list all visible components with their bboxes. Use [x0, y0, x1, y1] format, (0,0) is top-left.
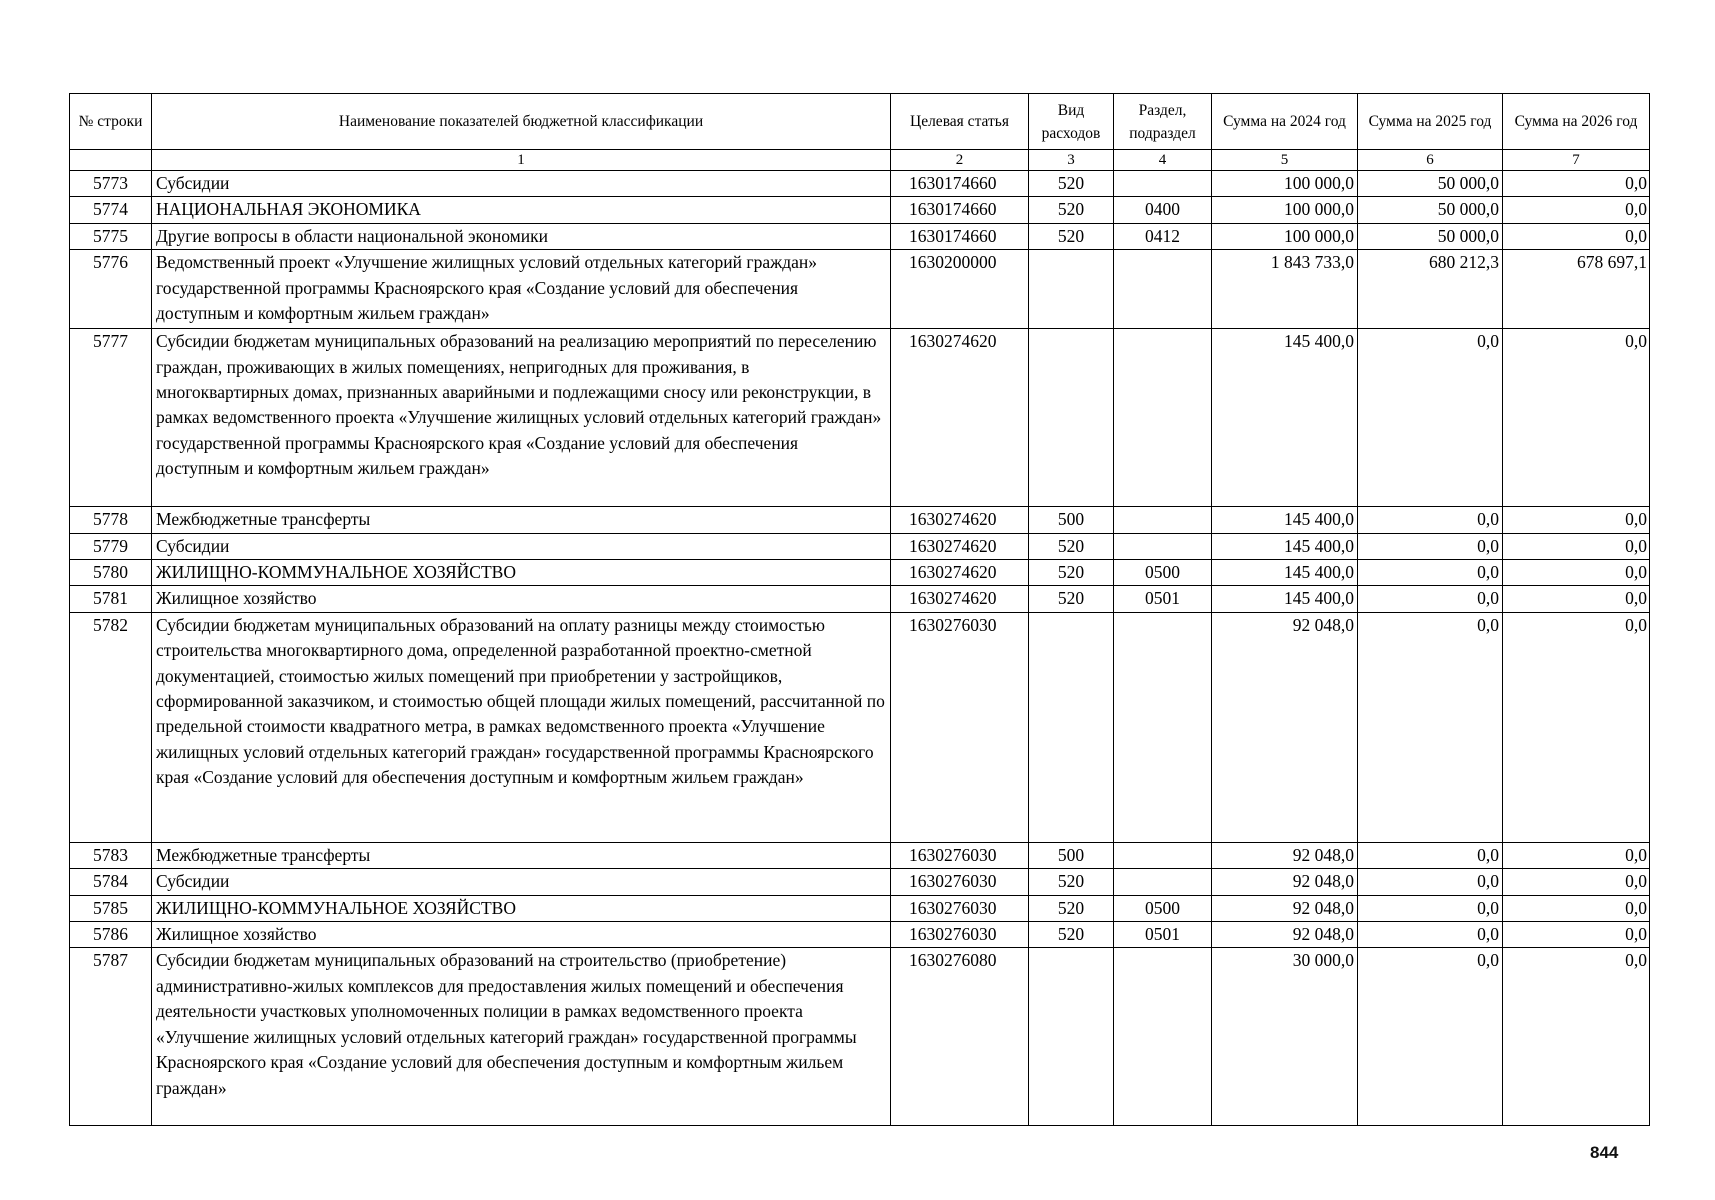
column-number-row [70, 150, 1650, 171]
row-sum-2024: 145 400,0 [1212, 560, 1358, 586]
row-expense-type [1029, 612, 1114, 842]
row-number: 5786 [70, 922, 152, 948]
row-section: 0500 [1114, 895, 1212, 921]
row-target-code: 1630276030 [891, 895, 1029, 921]
row-sum-2026: 0,0 [1503, 586, 1650, 612]
row-expense-type [1029, 329, 1114, 507]
row-expense-type: 500 [1029, 507, 1114, 533]
row-target-code: 1630174660 [891, 197, 1029, 223]
row-name: ЖИЛИЩНО-КОММУНАЛЬНОЕ ХОЗЯЙСТВО [152, 895, 891, 921]
row-sum-2025: 0,0 [1358, 895, 1503, 921]
row-section [1114, 842, 1212, 868]
table-row [70, 329, 1650, 507]
row-sum-2026: 0,0 [1503, 948, 1650, 1126]
row-sum-2026: 0,0 [1503, 171, 1650, 197]
table-row [70, 250, 1650, 329]
row-number: 5787 [70, 948, 152, 1126]
column-number: 2 [891, 150, 1029, 171]
row-number: 5776 [70, 250, 152, 329]
row-sum-2026: 0,0 [1503, 895, 1650, 921]
row-target-code: 1630200000 [891, 250, 1029, 329]
row-name: Субсидии бюджетам муниципальных образований на строительство (приобретение) административно-жилых комплексов для предоставления жилых помещений и обеспечения деятельности участковых уполномоченных полиции в рамках ведомственного проекта «Улучшение жилищных условий отдельных категорий граждан» государственной программы Красноярского края «Создание условий для обеспечения доступным и комфортным жильем граждан» [152, 948, 891, 1126]
row-sum-2024: 145 400,0 [1212, 329, 1358, 507]
table-row [70, 197, 1650, 223]
row-number: 5781 [70, 586, 152, 612]
row-target-code: 1630274620 [891, 586, 1029, 612]
table-row [70, 223, 1650, 249]
row-sum-2024: 145 400,0 [1212, 507, 1358, 533]
row-section [1114, 612, 1212, 842]
row-target-code: 1630174660 [891, 171, 1029, 197]
row-section: 0501 [1114, 586, 1212, 612]
row-section [1114, 948, 1212, 1126]
row-expense-type: 520 [1029, 869, 1114, 895]
row-section [1114, 507, 1212, 533]
row-sum-2024: 30 000,0 [1212, 948, 1358, 1126]
row-sum-2024: 92 048,0 [1212, 869, 1358, 895]
row-expense-type: 520 [1029, 922, 1114, 948]
row-section [1114, 250, 1212, 329]
row-expense-type: 520 [1029, 586, 1114, 612]
row-sum-2025: 0,0 [1358, 329, 1503, 507]
row-expense-type [1029, 250, 1114, 329]
row-sum-2026: 0,0 [1503, 329, 1650, 507]
header-target: Целевая статья [891, 94, 1029, 150]
row-target-code: 1630274620 [891, 560, 1029, 586]
row-target-code: 1630276080 [891, 948, 1029, 1126]
row-number: 5784 [70, 869, 152, 895]
column-number: 6 [1358, 150, 1503, 171]
row-target-code: 1630276030 [891, 869, 1029, 895]
column-number: 5 [1212, 150, 1358, 171]
row-sum-2026: 0,0 [1503, 922, 1650, 948]
row-number: 5777 [70, 329, 152, 507]
row-target-code: 1630274620 [891, 507, 1029, 533]
table-row [70, 869, 1650, 895]
table-row [70, 948, 1650, 1126]
row-sum-2025: 50 000,0 [1358, 223, 1503, 249]
row-sum-2024: 92 048,0 [1212, 922, 1358, 948]
row-sum-2026: 0,0 [1503, 560, 1650, 586]
row-number: 5785 [70, 895, 152, 921]
row-expense-type: 520 [1029, 560, 1114, 586]
row-name: Жилищное хозяйство [152, 922, 891, 948]
row-sum-2024: 1 843 733,0 [1212, 250, 1358, 329]
row-name: Жилищное хозяйство [152, 586, 891, 612]
table-row [70, 171, 1650, 197]
row-sum-2026: 0,0 [1503, 507, 1650, 533]
row-section: 0501 [1114, 922, 1212, 948]
row-sum-2024: 92 048,0 [1212, 612, 1358, 842]
row-expense-type: 520 [1029, 197, 1114, 223]
row-expense-type: 520 [1029, 223, 1114, 249]
header-sum-2025: Сумма на 2025 год [1358, 94, 1503, 150]
row-target-code: 1630276030 [891, 612, 1029, 842]
row-number: 5779 [70, 533, 152, 559]
header-name: Наименование показателей бюджетной классификации [152, 94, 891, 150]
row-number: 5778 [70, 507, 152, 533]
header-row-no: № строки [70, 94, 152, 150]
row-expense-type [1029, 948, 1114, 1126]
row-number: 5773 [70, 171, 152, 197]
row-number: 5783 [70, 842, 152, 868]
row-section [1114, 533, 1212, 559]
row-sum-2024: 92 048,0 [1212, 895, 1358, 921]
row-name: ЖИЛИЩНО-КОММУНАЛЬНОЕ ХОЗЯЙСТВО [152, 560, 891, 586]
table-row [70, 612, 1650, 842]
row-name: Ведомственный проект «Улучшение жилищных условий отдельных категорий граждан» государственной программы Красноярского края «Создание условий для обеспечения доступным и комфортным жильем граждан» [152, 250, 891, 329]
header-razdel: Раздел, подраздел [1114, 94, 1212, 150]
row-sum-2025: 0,0 [1358, 560, 1503, 586]
row-target-code: 1630274620 [891, 533, 1029, 559]
row-sum-2026: 678 697,1 [1503, 250, 1650, 329]
row-section: 0500 [1114, 560, 1212, 586]
row-section: 0400 [1114, 197, 1212, 223]
row-sum-2026: 0,0 [1503, 869, 1650, 895]
row-name: Субсидии [152, 171, 891, 197]
row-sum-2025: 0,0 [1358, 586, 1503, 612]
row-sum-2026: 0,0 [1503, 842, 1650, 868]
header-sum-2026: Сумма на 2026 год [1503, 94, 1650, 150]
table-row [70, 533, 1650, 559]
header-row [70, 94, 1650, 150]
row-sum-2026: 0,0 [1503, 223, 1650, 249]
table-row [70, 922, 1650, 948]
column-number: 3 [1029, 150, 1114, 171]
row-sum-2024: 145 400,0 [1212, 586, 1358, 612]
row-name: Межбюджетные трансферты [152, 507, 891, 533]
row-sum-2024: 100 000,0 [1212, 197, 1358, 223]
table-row [70, 842, 1650, 868]
table-row [70, 560, 1650, 586]
row-section [1114, 329, 1212, 507]
row-sum-2025: 50 000,0 [1358, 171, 1503, 197]
row-number: 5782 [70, 612, 152, 842]
header-vid: Вид расходов [1029, 94, 1114, 150]
row-number: 5780 [70, 560, 152, 586]
header-sum-2024: Сумма на 2024 год [1212, 94, 1358, 150]
column-number-blank [70, 150, 152, 171]
row-number: 5775 [70, 223, 152, 249]
row-expense-type: 520 [1029, 171, 1114, 197]
row-sum-2026: 0,0 [1503, 612, 1650, 842]
row-sum-2025: 50 000,0 [1358, 197, 1503, 223]
row-name: Межбюджетные трансферты [152, 842, 891, 868]
row-name: Другие вопросы в области национальной экономики [152, 223, 891, 249]
row-name: Субсидии бюджетам муниципальных образований на реализацию мероприятий по переселению граждан, проживающих в жилых помещениях, непригодных для проживания, в многоквартирных домах, признанных аварийными и подлежащими сносу или реконструкции, в рамках ведомственного проекта «Улучшение жилищных условий отдельных категорий граждан» государственной программы Красноярского края «Создание условий для обеспечения доступным и комфортным жильем граждан» [152, 329, 891, 507]
row-sum-2025: 0,0 [1358, 842, 1503, 868]
row-target-code: 1630174660 [891, 223, 1029, 249]
row-sum-2024: 100 000,0 [1212, 171, 1358, 197]
row-name: НАЦИОНАЛЬНАЯ ЭКОНОМИКА [152, 197, 891, 223]
page-number: 844 [1590, 1143, 1619, 1162]
row-target-code: 1630276030 [891, 922, 1029, 948]
column-number: 1 [152, 150, 891, 171]
budget-table [69, 93, 1650, 1126]
row-sum-2025: 680 212,3 [1358, 250, 1503, 329]
row-target-code: 1630274620 [891, 329, 1029, 507]
column-number: 4 [1114, 150, 1212, 171]
row-section [1114, 869, 1212, 895]
row-sum-2024: 145 400,0 [1212, 533, 1358, 559]
column-number: 7 [1503, 150, 1650, 171]
row-sum-2026: 0,0 [1503, 533, 1650, 559]
row-expense-type: 520 [1029, 533, 1114, 559]
row-sum-2026: 0,0 [1503, 197, 1650, 223]
row-name: Субсидии [152, 869, 891, 895]
table-row [70, 895, 1650, 921]
row-sum-2025: 0,0 [1358, 869, 1503, 895]
table-row [70, 507, 1650, 533]
row-section [1114, 171, 1212, 197]
row-sum-2025: 0,0 [1358, 948, 1503, 1126]
row-name: Субсидии [152, 533, 891, 559]
row-sum-2024: 100 000,0 [1212, 223, 1358, 249]
row-sum-2024: 92 048,0 [1212, 842, 1358, 868]
row-expense-type: 500 [1029, 842, 1114, 868]
row-sum-2025: 0,0 [1358, 922, 1503, 948]
row-sum-2025: 0,0 [1358, 612, 1503, 842]
row-target-code: 1630276030 [891, 842, 1029, 868]
row-expense-type: 520 [1029, 895, 1114, 921]
row-name: Субсидии бюджетам муниципальных образований на оплату разницы между стоимостью строительства многоквартирного дома, определенной разработанной проектно-сметной документацией, стоимостью жилых помещений при приобретении у застройщиков, сформированной заказчиком, и стоимостью общей площади жилых помещений, рассчитанной по предельной стоимости квадратного метра, в рамках ведомственного проекта «Улучшение жилищных условий отдельных категорий граждан» государственной программы Красноярского края «Создание условий для обеспечения доступным и комфортным жильем граждан» [152, 612, 891, 842]
row-sum-2025: 0,0 [1358, 533, 1503, 559]
table-row [70, 586, 1650, 612]
row-number: 5774 [70, 197, 152, 223]
row-sum-2025: 0,0 [1358, 507, 1503, 533]
row-section: 0412 [1114, 223, 1212, 249]
